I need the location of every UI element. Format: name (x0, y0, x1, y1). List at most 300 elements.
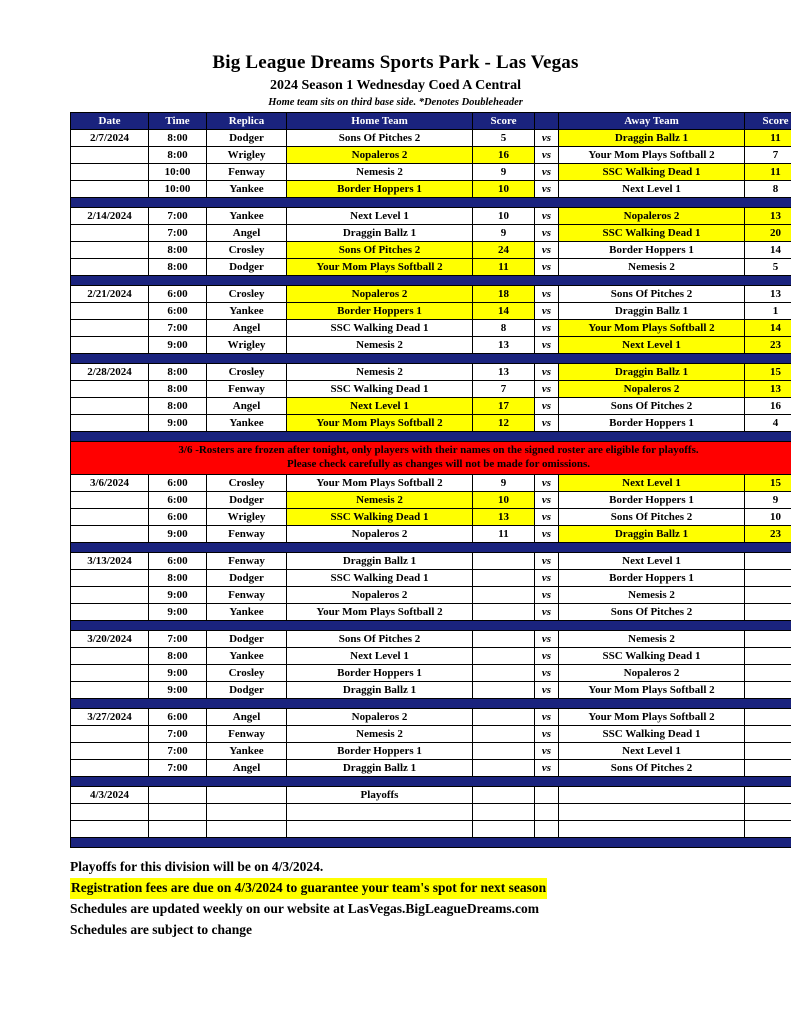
blank-cell (473, 821, 535, 838)
table-row (71, 398, 791, 415)
cell-away-team: Nopaleros 2 (559, 381, 745, 398)
cell-replica: Fenway (207, 526, 287, 543)
blank-cell (287, 821, 473, 838)
cell-date (71, 570, 149, 587)
cell-away-team: Your Mom Plays Softball 2 (559, 147, 745, 164)
cell-home-team: Border Hoppers 1 (287, 303, 473, 320)
table-row (71, 337, 791, 354)
cell-home-team: Border Hoppers 1 (287, 665, 473, 682)
cell-away-score: 20 (745, 225, 791, 242)
cell-home-score: 10 (473, 208, 535, 225)
table-row (71, 286, 791, 303)
cell-time: 9:00 (149, 526, 207, 543)
separator-cell (71, 777, 791, 787)
cell-home-team: Next Level 1 (287, 208, 473, 225)
cell-away-score (745, 743, 791, 760)
separator-cell (71, 276, 791, 286)
cell-replica: Fenway (207, 381, 287, 398)
cell-time: 9:00 (149, 682, 207, 699)
banner-line-1: 3/6 -Rosters are frozen after tonight, only players with their names on the signed roster are eligible for playoffs. (178, 444, 699, 457)
cell-date (71, 259, 149, 276)
cell-away-score: 10 (745, 509, 791, 526)
cell-home-team: Border Hoppers 1 (287, 181, 473, 198)
table-row (71, 787, 791, 804)
column-header-home-team: Home Team (287, 113, 473, 130)
cell-vs: vs (535, 760, 559, 777)
cell-replica: Fenway (207, 553, 287, 570)
cell-replica: Angel (207, 225, 287, 242)
cell-replica: Dodger (207, 570, 287, 587)
footer-playoffs: Playoffs for this division will be on 4/3/2024. (70, 859, 324, 874)
cell-away-team: SSC Walking Dead 1 (559, 164, 745, 181)
cell-replica: Yankee (207, 181, 287, 198)
blank-row (71, 821, 791, 838)
cell-time: 8:00 (149, 130, 207, 147)
cell-vs: vs (535, 164, 559, 181)
cell-away-score (745, 709, 791, 726)
cell-replica: Crosley (207, 475, 287, 492)
cell-date (71, 509, 149, 526)
blank-cell (207, 821, 287, 838)
separator-cell (71, 198, 791, 208)
cell-replica: Wrigley (207, 337, 287, 354)
cell-time: 9:00 (149, 337, 207, 354)
cell-away-score: 15 (745, 475, 791, 492)
table-row (71, 631, 791, 648)
cell-away-team (559, 787, 745, 804)
cell-time: 8:00 (149, 242, 207, 259)
cell-away-team: Draggin Ballz 1 (559, 303, 745, 320)
separator-cell (71, 838, 791, 848)
cell-home-score (473, 743, 535, 760)
cell-away-score (745, 682, 791, 699)
blank-cell (535, 804, 559, 821)
cell-replica: Dodger (207, 492, 287, 509)
cell-vs: vs (535, 259, 559, 276)
cell-vs: vs (535, 509, 559, 526)
cell-home-score: 9 (473, 164, 535, 181)
cell-home-score: 18 (473, 286, 535, 303)
column-header-vs (535, 113, 559, 130)
cell-time: 6:00 (149, 709, 207, 726)
table-row (71, 760, 791, 777)
cell-away-score: 11 (745, 164, 791, 181)
cell-vs: vs (535, 604, 559, 621)
cell-away-score (745, 648, 791, 665)
cell-vs: vs (535, 665, 559, 682)
table-row (71, 587, 791, 604)
table-body (71, 130, 791, 848)
table-row (71, 130, 791, 147)
separator-cell (71, 543, 791, 553)
column-header-away-team: Away Team (559, 113, 745, 130)
cell-date (71, 320, 149, 337)
cell-home-score: 24 (473, 242, 535, 259)
cell-home-score (473, 587, 535, 604)
cell-time: 8:00 (149, 259, 207, 276)
cell-time (149, 787, 207, 804)
cell-replica: Dodger (207, 130, 287, 147)
cell-home-team: Nemesis 2 (287, 164, 473, 181)
cell-replica: Yankee (207, 415, 287, 432)
cell-vs: vs (535, 208, 559, 225)
cell-home-score: 17 (473, 398, 535, 415)
footer-subject-to-change: Schedules are subject to change (70, 921, 252, 937)
week-separator (71, 621, 791, 631)
table-row (71, 303, 791, 320)
cell-time: 6:00 (149, 492, 207, 509)
cell-away-team: Nemesis 2 (559, 631, 745, 648)
cell-time: 10:00 (149, 181, 207, 198)
cell-away-score: 23 (745, 526, 791, 543)
cell-replica (207, 787, 287, 804)
cell-date (71, 682, 149, 699)
cell-away-score (745, 570, 791, 587)
table-row (71, 364, 791, 381)
cell-time: 8:00 (149, 364, 207, 381)
cell-replica: Angel (207, 320, 287, 337)
cell-home-team: Nopaleros 2 (287, 286, 473, 303)
table-row (71, 682, 791, 699)
week-separator (71, 838, 791, 848)
cell-away-team: Nemesis 2 (559, 259, 745, 276)
cell-time: 8:00 (149, 570, 207, 587)
cell-time: 6:00 (149, 553, 207, 570)
cell-date: 2/28/2024 (71, 364, 149, 381)
cell-replica: Yankee (207, 743, 287, 760)
cell-time: 6:00 (149, 303, 207, 320)
cell-time: 9:00 (149, 604, 207, 621)
cell-vs (535, 787, 559, 804)
cell-date (71, 665, 149, 682)
week-separator (71, 198, 791, 208)
cell-date (71, 398, 149, 415)
blank-cell (71, 821, 149, 838)
cell-home-score: 10 (473, 492, 535, 509)
week-separator (71, 699, 791, 709)
cell-home-team: Border Hoppers 1 (287, 743, 473, 760)
cell-replica: Wrigley (207, 147, 287, 164)
cell-home-score (473, 787, 535, 804)
cell-away-team: SSC Walking Dead 1 (559, 225, 745, 242)
cell-away-score: 7 (745, 147, 791, 164)
table-row (71, 242, 791, 259)
blank-cell (149, 804, 207, 821)
cell-date (71, 337, 149, 354)
cell-time: 7:00 (149, 760, 207, 777)
cell-date: 3/20/2024 (71, 631, 149, 648)
cell-home-score: 12 (473, 415, 535, 432)
cell-away-team: Next Level 1 (559, 553, 745, 570)
cell-away-team: Draggin Ballz 1 (559, 364, 745, 381)
cell-home-team: Nopaleros 2 (287, 709, 473, 726)
cell-home-score: 10 (473, 181, 535, 198)
table-row (71, 320, 791, 337)
cell-away-score (745, 760, 791, 777)
table-row (71, 492, 791, 509)
cell-home-score: 13 (473, 364, 535, 381)
cell-home-score (473, 631, 535, 648)
cell-time: 6:00 (149, 475, 207, 492)
cell-date (71, 760, 149, 777)
table-row (71, 181, 791, 198)
table-row (71, 225, 791, 242)
cell-away-score: 23 (745, 337, 791, 354)
cell-home-team: SSC Walking Dead 1 (287, 381, 473, 398)
cell-home-team: Nemesis 2 (287, 337, 473, 354)
table-row (71, 709, 791, 726)
table-row (71, 381, 791, 398)
cell-time: 7:00 (149, 743, 207, 760)
cell-date (71, 415, 149, 432)
cell-away-team: Draggin Ballz 1 (559, 130, 745, 147)
cell-vs: vs (535, 181, 559, 198)
cell-vs: vs (535, 364, 559, 381)
cell-vs: vs (535, 286, 559, 303)
blank-cell (559, 821, 745, 838)
cell-away-team: Sons Of Pitches 2 (559, 604, 745, 621)
cell-date: 2/7/2024 (71, 130, 149, 147)
cell-vs: vs (535, 743, 559, 760)
roster-freeze-banner (71, 442, 791, 475)
column-header-time: Time (149, 113, 207, 130)
cell-vs: vs (535, 492, 559, 509)
cell-replica: Fenway (207, 164, 287, 181)
table-row (71, 570, 791, 587)
column-header-date: Date (71, 113, 149, 130)
table-row (71, 259, 791, 276)
cell-date (71, 225, 149, 242)
cell-home-score (473, 709, 535, 726)
cell-date (71, 303, 149, 320)
cell-away-score: 9 (745, 492, 791, 509)
cell-home-score: 5 (473, 130, 535, 147)
cell-away-score: 8 (745, 181, 791, 198)
cell-away-team: Border Hoppers 1 (559, 492, 745, 509)
table-header (71, 113, 791, 130)
cell-replica: Crosley (207, 364, 287, 381)
cell-away-score (745, 665, 791, 682)
cell-home-team: Draggin Ballz 1 (287, 682, 473, 699)
cell-vs: vs (535, 147, 559, 164)
cell-home-score: 11 (473, 526, 535, 543)
cell-away-team: Your Mom Plays Softball 2 (559, 709, 745, 726)
cell-away-team: Border Hoppers 1 (559, 242, 745, 259)
table-row (71, 415, 791, 432)
cell-date (71, 743, 149, 760)
cell-vs: vs (535, 553, 559, 570)
cell-vs: vs (535, 648, 559, 665)
cell-time: 10:00 (149, 164, 207, 181)
week-separator (71, 777, 791, 787)
table-row (71, 164, 791, 181)
cell-home-team: Your Mom Plays Softball 2 (287, 259, 473, 276)
cell-date: 4/3/2024 (71, 787, 149, 804)
cell-replica: Angel (207, 760, 287, 777)
cell-date (71, 604, 149, 621)
cell-away-score (745, 631, 791, 648)
cell-away-team: Draggin Ballz 1 (559, 526, 745, 543)
cell-away-score: 16 (745, 398, 791, 415)
cell-replica: Crosley (207, 286, 287, 303)
cell-home-score: 9 (473, 225, 535, 242)
blank-cell (149, 821, 207, 838)
footer-notes (70, 857, 721, 941)
cell-time: 7:00 (149, 320, 207, 337)
cell-date: 2/14/2024 (71, 208, 149, 225)
cell-home-score (473, 570, 535, 587)
cell-home-team: Draggin Ballz 1 (287, 553, 473, 570)
cell-away-score: 13 (745, 381, 791, 398)
cell-time: 8:00 (149, 398, 207, 415)
cell-date: 3/13/2024 (71, 553, 149, 570)
table-row (71, 604, 791, 621)
cell-time: 8:00 (149, 147, 207, 164)
cell-vs: vs (535, 631, 559, 648)
table-row (71, 726, 791, 743)
page-title: Big League Dreams Sports Park - Las Vegas (212, 52, 579, 73)
cell-away-team: Sons Of Pitches 2 (559, 760, 745, 777)
cell-replica: Fenway (207, 587, 287, 604)
column-header-away-score: Score (745, 113, 791, 130)
cell-away-team: Sons Of Pitches 2 (559, 398, 745, 415)
page-subtitle: 2024 Season 1 Wednesday Coed A Central (270, 78, 521, 93)
blank-cell (745, 804, 791, 821)
cell-away-score (745, 553, 791, 570)
cell-home-team: Draggin Ballz 1 (287, 760, 473, 777)
cell-away-team: Your Mom Plays Softball 2 (559, 682, 745, 699)
cell-vs: vs (535, 415, 559, 432)
cell-away-score (745, 787, 791, 804)
footer-registration: Registration fees are due on 4/3/2024 to guarantee your team's spot for next season (70, 878, 547, 899)
cell-date (71, 492, 149, 509)
cell-home-score: 7 (473, 381, 535, 398)
cell-time: 6:00 (149, 286, 207, 303)
week-separator (71, 543, 791, 553)
separator-cell (71, 354, 791, 364)
cell-vs: vs (535, 337, 559, 354)
cell-away-team: Next Level 1 (559, 181, 745, 198)
cell-vs: vs (535, 587, 559, 604)
cell-replica: Yankee (207, 604, 287, 621)
cell-home-team: Your Mom Plays Softball 2 (287, 415, 473, 432)
cell-away-score: 1 (745, 303, 791, 320)
cell-home-team: Nopaleros 2 (287, 147, 473, 164)
table-row (71, 526, 791, 543)
cell-date (71, 242, 149, 259)
cell-date (71, 726, 149, 743)
cell-replica: Yankee (207, 303, 287, 320)
cell-away-team: SSC Walking Dead 1 (559, 648, 745, 665)
cell-time: 8:00 (149, 648, 207, 665)
cell-replica: Angel (207, 709, 287, 726)
cell-home-team: Sons Of Pitches 2 (287, 130, 473, 147)
cell-away-team: Border Hoppers 1 (559, 570, 745, 587)
table-row (71, 475, 791, 492)
cell-away-score: 13 (745, 286, 791, 303)
cell-away-team: Sons Of Pitches 2 (559, 509, 745, 526)
cell-replica: Wrigley (207, 509, 287, 526)
cell-home-score (473, 760, 535, 777)
cell-away-score: 5 (745, 259, 791, 276)
cell-home-score (473, 726, 535, 743)
cell-home-score (473, 665, 535, 682)
cell-date (71, 526, 149, 543)
cell-home-score: 8 (473, 320, 535, 337)
table-row (71, 509, 791, 526)
cell-away-team: Your Mom Plays Softball 2 (559, 320, 745, 337)
cell-home-team: SSC Walking Dead 1 (287, 570, 473, 587)
header-row (71, 113, 791, 130)
cell-replica: Yankee (207, 648, 287, 665)
cell-away-score (745, 726, 791, 743)
table-row (71, 665, 791, 682)
banner-line-2: Please check carefully as changes will not be made for omissions. (287, 458, 590, 470)
blank-cell (745, 821, 791, 838)
cell-home-team: Next Level 1 (287, 398, 473, 415)
cell-away-score: 14 (745, 320, 791, 337)
cell-home-score: 16 (473, 147, 535, 164)
footer-website: Schedules are updated weekly on our website at LasVegas.BigLeagueDreams.com (70, 900, 540, 916)
blank-cell (207, 804, 287, 821)
separator-cell (71, 621, 791, 631)
cell-away-team: Next Level 1 (559, 337, 745, 354)
blank-cell (71, 804, 149, 821)
cell-date (71, 147, 149, 164)
cell-time: 7:00 (149, 726, 207, 743)
cell-date: 2/21/2024 (71, 286, 149, 303)
home-team-note: Home team sits on third base side. *Denotes Doubleheader (268, 97, 523, 108)
cell-home-score: 14 (473, 303, 535, 320)
cell-away-team: Next Level 1 (559, 743, 745, 760)
cell-home-team: Playoffs (287, 787, 473, 804)
schedule-table (70, 112, 791, 848)
cell-vs: vs (535, 303, 559, 320)
cell-home-team: Nopaleros 2 (287, 526, 473, 543)
cell-home-score: 13 (473, 337, 535, 354)
cell-home-team: Nemesis 2 (287, 726, 473, 743)
cell-vs: vs (535, 682, 559, 699)
cell-time: 9:00 (149, 665, 207, 682)
cell-replica: Crosley (207, 242, 287, 259)
cell-date (71, 181, 149, 198)
table-row (71, 147, 791, 164)
blank-row (71, 804, 791, 821)
cell-vs: vs (535, 225, 559, 242)
cell-home-team: Next Level 1 (287, 648, 473, 665)
cell-replica: Dodger (207, 682, 287, 699)
blank-cell (473, 804, 535, 821)
cell-away-team: Nemesis 2 (559, 587, 745, 604)
cell-away-score: 4 (745, 415, 791, 432)
table-row (71, 208, 791, 225)
cell-home-team: Nopaleros 2 (287, 587, 473, 604)
cell-away-team: Sons Of Pitches 2 (559, 286, 745, 303)
cell-vs: vs (535, 726, 559, 743)
cell-away-team: Border Hoppers 1 (559, 415, 745, 432)
cell-home-team: Draggin Ballz 1 (287, 225, 473, 242)
cell-home-team: Your Mom Plays Softball 2 (287, 475, 473, 492)
cell-away-score: 13 (745, 208, 791, 225)
cell-vs: vs (535, 242, 559, 259)
cell-away-score: 15 (745, 364, 791, 381)
cell-vs: vs (535, 475, 559, 492)
cell-home-score (473, 682, 535, 699)
cell-vs: vs (535, 381, 559, 398)
table-row (71, 553, 791, 570)
banner-text (71, 442, 791, 475)
cell-home-team: Sons Of Pitches 2 (287, 242, 473, 259)
